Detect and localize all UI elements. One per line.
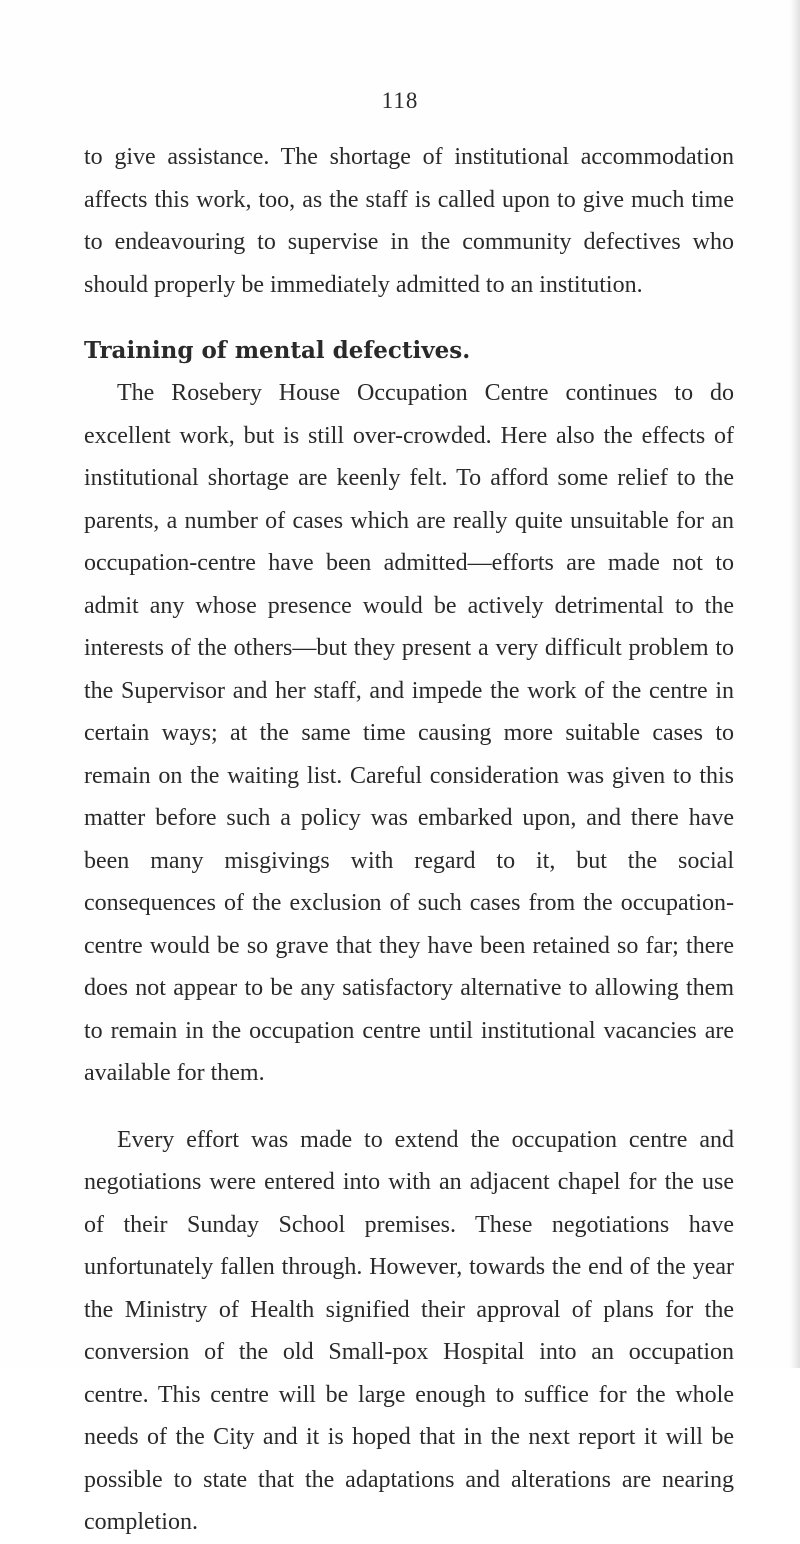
page-edge-shadow [790, 0, 800, 1368]
paragraph-continuation: to give assistance. The shortage of institutional accommodation affects this work, too, as the staff is called upon to give much time to endeavouring to supervise in the community defectives who should properly be immediately admitted to an institution. [84, 144, 734, 298]
paragraph-rosebery-house: The Rosebery House Occupation Centre continues to do excellent work, but is still over-crowded. Here also the effects of institutional shortage are keenly felt. To afford some relief to the parents, a number of cases which are really quite unsuitable for an occupation-centre have been admitted—efforts are made not to admit any whose presence would be actively detrimental to the interests of the others—but they present a very difficult problem to the Supervisor and her staff, and impede the work of the centre in certain ways; at the same time causing more suitable cases to remain on the waiting list. Careful consideration was given to this matter before such a policy was embarked upon, and there have been many misgivings with regard to it, but the social consequences of the exclusion of such cases from the occupation-centre would be so grave that they have been retained so far; there does not appear to be any satisfactory alternative to allowing them to remain in the occupation centre until institutional vacancies are available for them. [84, 380, 734, 1086]
page-number: 118 [381, 88, 419, 113]
section-heading: Training of mental defectives. [84, 337, 471, 364]
paragraph-occupation-centre-extension: Every effort was made to extend the occupation centre and negotiations were entered into with an adjacent chapel for the use of their Sunday School premises. These negotiations have unfortunately fallen through. However, towards the end of the year the Ministry of Health signified their approval of plans for the conversion of the old Small-pox Hospital into an occupation centre. This centre will be large enough to suffice for the whole needs of the City and it is hoped that in the next report it will be possible to state that the adaptations and alterations are nearing completion. [84, 1126, 734, 1535]
page-body [84, 136, 734, 1544]
paragraph-gap [84, 1095, 734, 1119]
